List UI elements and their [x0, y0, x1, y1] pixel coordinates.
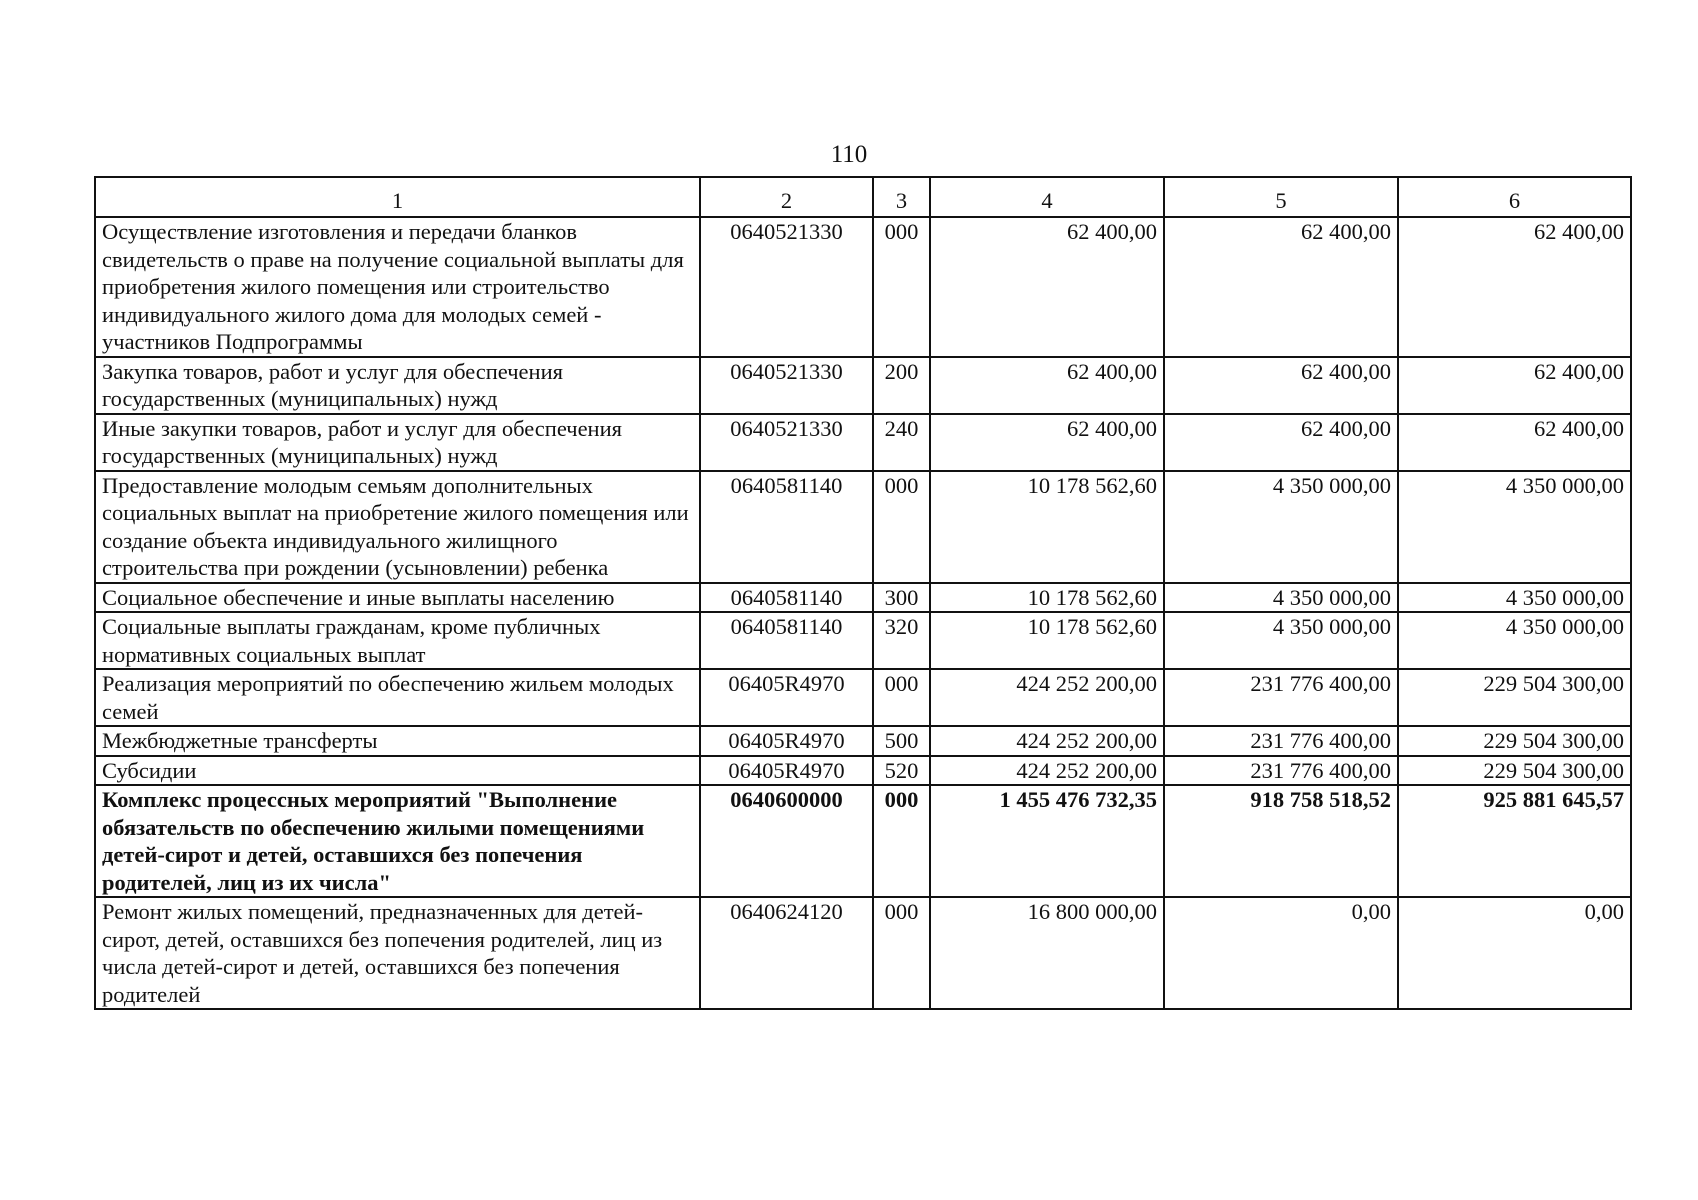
column-header-1: 1	[95, 177, 700, 217]
table-row	[95, 897, 1631, 1009]
row-amount-col5: 4 350 000,00	[1164, 612, 1398, 669]
column-header-2: 2	[700, 177, 873, 217]
row-target-article-code: 0640521330	[700, 414, 873, 471]
column-header-5: 5	[1164, 177, 1398, 217]
table-row	[95, 726, 1631, 756]
row-name: Социальные выплаты гражданам, кроме публичных нормативных социальных выплат	[95, 612, 700, 669]
column-header-6: 6	[1398, 177, 1631, 217]
row-amount-col6: 229 504 300,00	[1398, 756, 1631, 786]
row-amount-col6: 62 400,00	[1398, 357, 1631, 414]
table-row	[95, 217, 1631, 357]
row-amount-col4: 10 178 562,60	[930, 471, 1164, 583]
row-amount-col5: 62 400,00	[1164, 414, 1398, 471]
row-name: Реализация мероприятий по обеспечению жильем молодых семей	[95, 669, 700, 726]
row-amount-col4: 424 252 200,00	[930, 669, 1164, 726]
row-amount-col4: 62 400,00	[930, 357, 1164, 414]
row-name: Осуществление изготовления и передачи бланков свидетельств о праве на получение социальной выплаты для приобретения жилого помещения или строительство индивидуального жилого дома для молодых семей - участников Подпрограммы	[95, 217, 700, 357]
table-row	[95, 471, 1631, 583]
row-target-article-code: 0640600000	[700, 785, 873, 897]
row-expense-type-code: 240	[873, 414, 930, 471]
row-amount-col5: 231 776 400,00	[1164, 726, 1398, 756]
row-name: Субсидии	[95, 756, 700, 786]
page-number: 110	[830, 141, 868, 168]
row-amount-col5: 918 758 518,52	[1164, 785, 1398, 897]
row-amount-col5: 4 350 000,00	[1164, 583, 1398, 613]
row-amount-col4: 10 178 562,60	[930, 583, 1164, 613]
table-row	[95, 583, 1631, 613]
row-target-article-code: 0640581140	[700, 471, 873, 583]
row-amount-col6: 62 400,00	[1398, 414, 1631, 471]
row-expense-type-code: 200	[873, 357, 930, 414]
row-name: Ремонт жилых помещений, предназначенных для детей-сирот, детей, оставшихся без попечения родителей, лиц из числа детей-сирот и детей, оставшихся без попечения родителей	[95, 897, 700, 1009]
row-target-article-code: 0640521330	[700, 357, 873, 414]
row-amount-col4: 424 252 200,00	[930, 726, 1164, 756]
row-target-article-code: 06405R4970	[700, 726, 873, 756]
row-amount-col4: 1 455 476 732,35	[930, 785, 1164, 897]
table-row	[95, 414, 1631, 471]
row-amount-col6: 229 504 300,00	[1398, 669, 1631, 726]
row-expense-type-code: 000	[873, 897, 930, 1009]
row-target-article-code: 06405R4970	[700, 669, 873, 726]
table-row	[95, 357, 1631, 414]
row-name: Социальное обеспечение и иные выплаты населению	[95, 583, 700, 613]
row-amount-col6: 4 350 000,00	[1398, 583, 1631, 613]
row-amount-col6: 229 504 300,00	[1398, 726, 1631, 756]
row-target-article-code: 0640581140	[700, 583, 873, 613]
row-amount-col4: 16 800 000,00	[930, 897, 1164, 1009]
row-amount-col5: 62 400,00	[1164, 357, 1398, 414]
row-expense-type-code: 300	[873, 583, 930, 613]
row-amount-col5: 231 776 400,00	[1164, 756, 1398, 786]
row-amount-col5: 4 350 000,00	[1164, 471, 1398, 583]
table-row	[95, 756, 1631, 786]
row-target-article-code: 0640624120	[700, 897, 873, 1009]
row-amount-col4: 10 178 562,60	[930, 612, 1164, 669]
row-amount-col6: 0,00	[1398, 897, 1631, 1009]
row-expense-type-code: 000	[873, 785, 930, 897]
row-name: Предоставление молодым семьям дополнительных социальных выплат на приобретение жилого помещения или создание объекта индивидуального жилищного строительства при рождении (усыновлении) ребенка	[95, 471, 700, 583]
row-expense-type-code: 000	[873, 669, 930, 726]
table-row	[95, 669, 1631, 726]
row-amount-col4: 424 252 200,00	[930, 756, 1164, 786]
row-expense-type-code: 000	[873, 471, 930, 583]
column-header-4: 4	[930, 177, 1164, 217]
row-expense-type-code: 520	[873, 756, 930, 786]
row-name: Иные закупки товаров, работ и услуг для обеспечения государственных (муниципальных) нужд	[95, 414, 700, 471]
budget-table	[94, 176, 1632, 1010]
row-target-article-code: 0640521330	[700, 217, 873, 357]
row-target-article-code: 06405R4970	[700, 756, 873, 786]
row-amount-col6: 4 350 000,00	[1398, 612, 1631, 669]
row-amount-col6: 4 350 000,00	[1398, 471, 1631, 583]
row-name: Закупка товаров, работ и услуг для обеспечения государственных (муниципальных) нужд	[95, 357, 700, 414]
table-row-subtotal	[95, 785, 1631, 897]
row-amount-col6: 925 881 645,57	[1398, 785, 1631, 897]
column-number-row	[95, 177, 1631, 217]
row-target-article-code: 0640581140	[700, 612, 873, 669]
table-row	[95, 612, 1631, 669]
row-expense-type-code: 500	[873, 726, 930, 756]
row-amount-col6: 62 400,00	[1398, 217, 1631, 357]
row-amount-col4: 62 400,00	[930, 217, 1164, 357]
row-amount-col5: 0,00	[1164, 897, 1398, 1009]
row-expense-type-code: 320	[873, 612, 930, 669]
row-amount-col4: 62 400,00	[930, 414, 1164, 471]
row-amount-col5: 231 776 400,00	[1164, 669, 1398, 726]
row-name: Комплекс процессных мероприятий "Выполнение обязательств по обеспечению жилыми помещениями детей-сирот и детей, оставшихся без попечения родителей, лиц из их числа"	[95, 785, 700, 897]
row-expense-type-code: 000	[873, 217, 930, 357]
row-name: Межбюджетные трансферты	[95, 726, 700, 756]
column-header-3: 3	[873, 177, 930, 217]
row-amount-col5: 62 400,00	[1164, 217, 1398, 357]
